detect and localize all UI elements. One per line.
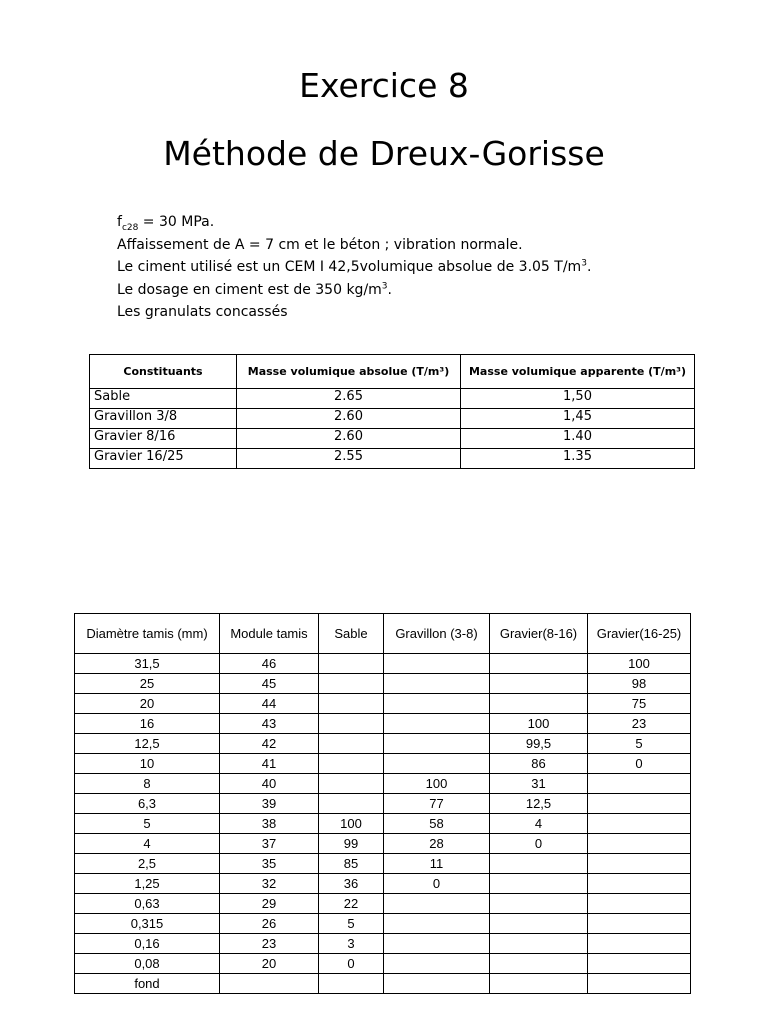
problem-parameters bbox=[117, 211, 591, 324]
sieve-table-header bbox=[75, 614, 691, 654]
sand-cell bbox=[319, 734, 384, 754]
density-table-row bbox=[90, 429, 695, 449]
exercise-title: Exercice 8 bbox=[299, 66, 469, 105]
sieve-table-row bbox=[75, 894, 691, 914]
gravel-3-8-cell: 11 bbox=[384, 854, 490, 874]
header-constituents: Constituants bbox=[90, 355, 237, 389]
sieve-diameter-cell: 20 bbox=[75, 694, 220, 714]
gravel-16-25-cell bbox=[588, 794, 691, 814]
gravel-16-25-cell bbox=[588, 774, 691, 794]
gravel-3-8-cell: 0 bbox=[384, 874, 490, 894]
sand-cell bbox=[319, 754, 384, 774]
sieve-module-cell: 46 bbox=[220, 654, 319, 674]
sand-cell: 3 bbox=[319, 934, 384, 954]
sand-cell bbox=[319, 674, 384, 694]
sieve-diameter-cell: 2,5 bbox=[75, 854, 220, 874]
sieve-diameter-cell: 5 bbox=[75, 814, 220, 834]
constituent-name: Sable bbox=[90, 389, 237, 409]
gravel-8-16-cell: 100 bbox=[490, 714, 588, 734]
sand-cell: 99 bbox=[319, 834, 384, 854]
sieve-table-row bbox=[75, 694, 691, 714]
gravel-8-16-cell: 4 bbox=[490, 814, 588, 834]
gravel-16-25-cell bbox=[588, 834, 691, 854]
sieve-module-cell: 41 bbox=[220, 754, 319, 774]
sand-cell: 36 bbox=[319, 874, 384, 894]
gravel-16-25-cell bbox=[588, 914, 691, 934]
gravel-8-16-cell bbox=[490, 954, 588, 974]
sand-cell: 0 bbox=[319, 954, 384, 974]
param-aggregates: Les granulats concassés bbox=[117, 304, 288, 320]
sieve-table-row bbox=[75, 814, 691, 834]
sieve-module-cell: 32 bbox=[220, 874, 319, 894]
sieve-diameter-cell: 4 bbox=[75, 834, 220, 854]
header-gravel-16-25: Gravier(16-25) bbox=[588, 614, 691, 654]
sieve-diameter-cell: 1,25 bbox=[75, 874, 220, 894]
gravel-16-25-cell bbox=[588, 934, 691, 954]
header-gravel-3-8: Gravillon (3-8) bbox=[384, 614, 490, 654]
sieve-diameter-cell: 12,5 bbox=[75, 734, 220, 754]
gravel-16-25-cell: 98 bbox=[588, 674, 691, 694]
gravel-8-16-cell: 0 bbox=[490, 834, 588, 854]
sieve-module-cell: 26 bbox=[220, 914, 319, 934]
sieve-diameter-cell: 10 bbox=[75, 754, 220, 774]
sieve-table-row bbox=[75, 714, 691, 734]
sand-cell bbox=[319, 774, 384, 794]
sand-cell: 85 bbox=[319, 854, 384, 874]
sieve-table-row bbox=[75, 654, 691, 674]
absolute-density-cell: 2.55 bbox=[237, 449, 461, 469]
sieve-module-cell: 37 bbox=[220, 834, 319, 854]
gravel-16-25-cell: 0 bbox=[588, 754, 691, 774]
gravel-8-16-cell bbox=[490, 674, 588, 694]
gravel-3-8-cell bbox=[384, 914, 490, 934]
header-sieve-diameter: Diamètre tamis (mm) bbox=[75, 614, 220, 654]
gravel-16-25-cell bbox=[588, 814, 691, 834]
sieve-table-row bbox=[75, 794, 691, 814]
sieve-diameter-cell: 0,63 bbox=[75, 894, 220, 914]
apparent-density-cell: 1,45 bbox=[461, 409, 695, 429]
density-table-row bbox=[90, 409, 695, 429]
sieve-diameter-cell: 6,3 bbox=[75, 794, 220, 814]
gravel-3-8-cell bbox=[384, 894, 490, 914]
gravel-3-8-cell: 77 bbox=[384, 794, 490, 814]
header-absolute-density: Masse volumique absolue (T/m³) bbox=[237, 355, 461, 389]
sieve-diameter-cell: 8 bbox=[75, 774, 220, 794]
gravel-3-8-cell: 100 bbox=[384, 774, 490, 794]
sieve-module-cell: 42 bbox=[220, 734, 319, 754]
sieve-table-row bbox=[75, 974, 691, 994]
absolute-density-cell: 2.60 bbox=[237, 429, 461, 449]
sieve-table-row bbox=[75, 934, 691, 954]
sieve-diameter-cell: 0,08 bbox=[75, 954, 220, 974]
sand-cell: 22 bbox=[319, 894, 384, 914]
gravel-8-16-cell: 12,5 bbox=[490, 794, 588, 814]
sand-cell: 100 bbox=[319, 814, 384, 834]
gravel-3-8-cell bbox=[384, 754, 490, 774]
gravel-16-25-cell: 23 bbox=[588, 714, 691, 734]
gravel-3-8-cell bbox=[384, 954, 490, 974]
sand-cell bbox=[319, 974, 384, 994]
sieve-analysis-table bbox=[74, 613, 691, 994]
header-apparent-density: Masse volumique apparente (T/m³) bbox=[461, 355, 695, 389]
absolute-density-cell: 2.60 bbox=[237, 409, 461, 429]
density-table-row bbox=[90, 449, 695, 469]
sieve-table-row bbox=[75, 914, 691, 934]
sieve-diameter-cell: 0,16 bbox=[75, 934, 220, 954]
gravel-8-16-cell: 99,5 bbox=[490, 734, 588, 754]
gravel-16-25-cell: 5 bbox=[588, 734, 691, 754]
sieve-table-row bbox=[75, 874, 691, 894]
param-slump: Affaissement de A = 7 cm et le béton ; vibration normale. bbox=[117, 236, 523, 253]
gravel-3-8-cell: 58 bbox=[384, 814, 490, 834]
sieve-table-row bbox=[75, 954, 691, 974]
gravel-16-25-cell: 75 bbox=[588, 694, 691, 714]
sieve-table-row bbox=[75, 854, 691, 874]
sieve-module-cell: 29 bbox=[220, 894, 319, 914]
sand-cell bbox=[319, 794, 384, 814]
sieve-module-cell: 43 bbox=[220, 714, 319, 734]
gravel-3-8-cell bbox=[384, 714, 490, 734]
gravel-8-16-cell bbox=[490, 974, 588, 994]
sieve-module-cell: 44 bbox=[220, 694, 319, 714]
sand-cell bbox=[319, 694, 384, 714]
density-table-row bbox=[90, 389, 695, 409]
apparent-density-cell: 1.40 bbox=[461, 429, 695, 449]
gravel-3-8-cell bbox=[384, 934, 490, 954]
sieve-diameter-cell: 25 bbox=[75, 674, 220, 694]
sieve-module-cell: 35 bbox=[220, 854, 319, 874]
sieve-diameter-cell: fond bbox=[75, 974, 220, 994]
sand-cell bbox=[319, 654, 384, 674]
header-sieve-module: Module tamis bbox=[220, 614, 319, 654]
absolute-density-cell: 2.65 bbox=[237, 389, 461, 409]
gravel-3-8-cell bbox=[384, 694, 490, 714]
sieve-table-row bbox=[75, 734, 691, 754]
param-fc28 bbox=[117, 211, 591, 234]
gravel-16-25-cell bbox=[588, 874, 691, 894]
gravel-16-25-cell: 100 bbox=[588, 654, 691, 674]
gravel-3-8-cell bbox=[384, 674, 490, 694]
sieve-diameter-cell: 31,5 bbox=[75, 654, 220, 674]
sieve-diameter-cell: 16 bbox=[75, 714, 220, 734]
sieve-table-row bbox=[75, 754, 691, 774]
apparent-density-cell: 1,50 bbox=[461, 389, 695, 409]
gravel-8-16-cell bbox=[490, 934, 588, 954]
gravel-8-16-cell: 86 bbox=[490, 754, 588, 774]
sieve-module-cell: 39 bbox=[220, 794, 319, 814]
density-table-header bbox=[90, 355, 695, 389]
gravel-8-16-cell bbox=[490, 874, 588, 894]
gravel-8-16-cell bbox=[490, 854, 588, 874]
header-sand: Sable bbox=[319, 614, 384, 654]
gravel-8-16-cell bbox=[490, 654, 588, 674]
param-cement: Le ciment utilisé est un CEM I 42,5volumique absolue de 3.05 $T/m^3$. bbox=[117, 258, 592, 275]
gravel-3-8-cell bbox=[384, 734, 490, 754]
fc-value: = 30 MPa. bbox=[138, 214, 215, 230]
fc-symbol: f bbox=[117, 214, 122, 230]
gravel-8-16-cell: 31 bbox=[490, 774, 588, 794]
sand-cell: 5 bbox=[319, 914, 384, 934]
sieve-table-row bbox=[75, 674, 691, 694]
sieve-module-cell: 38 bbox=[220, 814, 319, 834]
method-title: Méthode de Dreux-Gorisse bbox=[163, 134, 605, 173]
gravel-8-16-cell bbox=[490, 694, 588, 714]
sieve-table-row bbox=[75, 774, 691, 794]
fc-subscript: c28 bbox=[121, 222, 139, 233]
gravel-3-8-cell bbox=[384, 974, 490, 994]
sieve-module-cell: 45 bbox=[220, 674, 319, 694]
gravel-3-8-cell: 28 bbox=[384, 834, 490, 854]
gravel-3-8-cell bbox=[384, 654, 490, 674]
gravel-8-16-cell bbox=[490, 894, 588, 914]
gravel-16-25-cell bbox=[588, 894, 691, 914]
apparent-density-cell: 1.35 bbox=[461, 449, 695, 469]
density-table bbox=[89, 354, 695, 469]
param-cement-dosage: Le dosage en ciment est de 350 $kg/m^3$. bbox=[117, 280, 392, 298]
constituent-name: Gravillon 3/8 bbox=[90, 409, 237, 429]
sieve-module-cell: 40 bbox=[220, 774, 319, 794]
gravel-16-25-cell bbox=[588, 854, 691, 874]
sieve-diameter-cell: 0,315 bbox=[75, 914, 220, 934]
constituent-name: Gravier 8/16 bbox=[90, 429, 237, 449]
sieve-module-cell: 20 bbox=[220, 954, 319, 974]
sieve-table-row bbox=[75, 834, 691, 854]
gravel-8-16-cell bbox=[490, 914, 588, 934]
sand-cell bbox=[319, 714, 384, 734]
sieve-module-cell bbox=[220, 974, 319, 994]
sieve-module-cell: 23 bbox=[220, 934, 319, 954]
gravel-16-25-cell bbox=[588, 974, 691, 994]
header-gravel-8-16: Gravier(8-16) bbox=[490, 614, 588, 654]
constituent-name: Gravier 16/25 bbox=[90, 449, 237, 469]
gravel-16-25-cell bbox=[588, 954, 691, 974]
